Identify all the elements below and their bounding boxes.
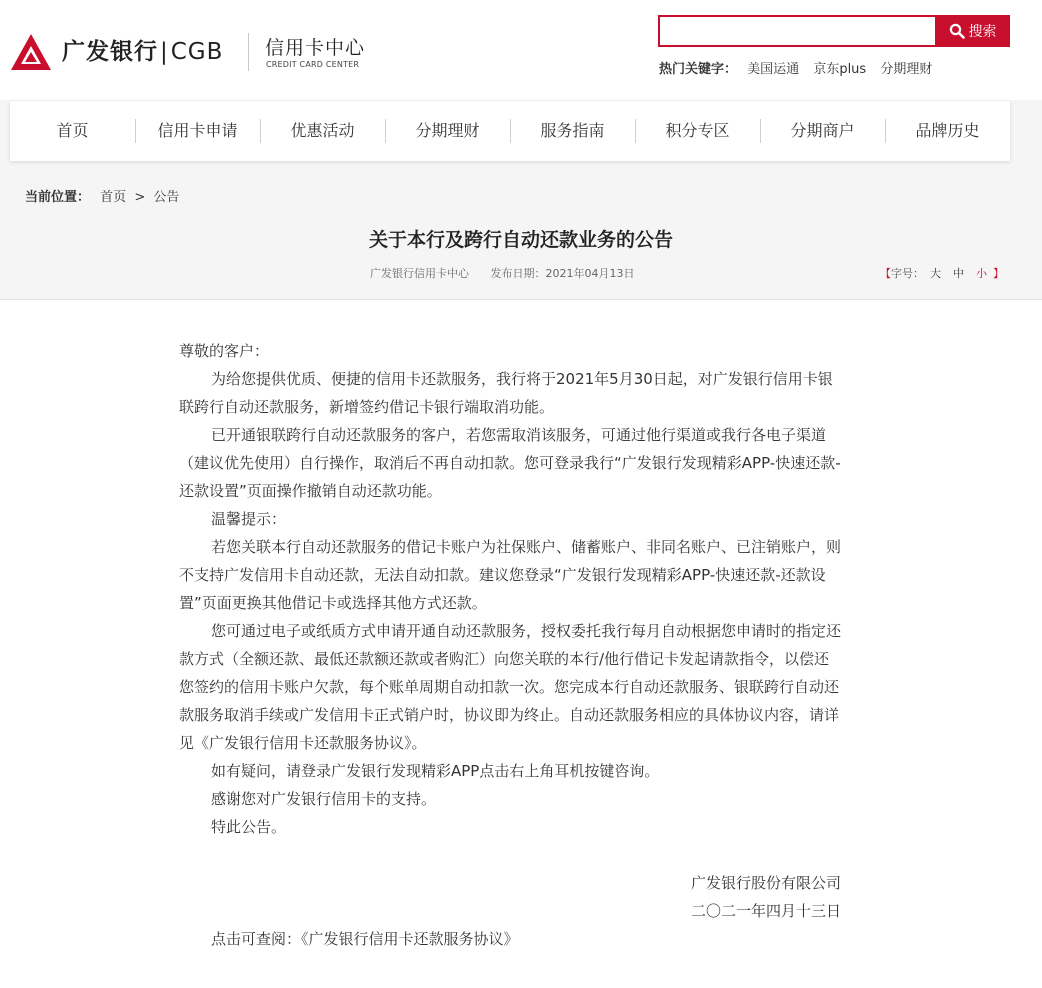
article-content <box>179 337 841 953</box>
font-size-medium[interactable]: 中 <box>953 267 964 280</box>
article-source: 广发银行信用卡中心 <box>370 267 469 280</box>
article-paragraph: 如有疑问，请登录广发银行发现精彩APP点击右上角耳机按键咨询。 <box>211 762 660 780</box>
article-paragraph: 特此公告。 <box>211 818 287 836</box>
font-size-small[interactable]: 小 <box>976 267 987 280</box>
nav-item-points[interactable]: 积分专区 <box>635 101 760 161</box>
article-greeting: 尊敬的客户： <box>179 342 270 360</box>
hot-keyword-link[interactable]: 美国运通 <box>747 62 800 77</box>
font-size-switcher <box>880 265 1004 281</box>
search-button[interactable] <box>935 15 1010 47</box>
nav-item-installment-finance[interactable]: 分期理财 <box>385 101 510 161</box>
article-paragraph: 为给您提供优质、便捷的信用卡还款服务，我行将于2021年5月30日起，对广发银行信用卡银联跨行自动还款服务，新增签约借记卡银行端取消功能。 <box>179 370 833 416</box>
breadcrumb <box>25 186 179 205</box>
font-size-label: 字号： <box>891 267 924 280</box>
signature-date: 二〇二一年四月十三日 <box>690 902 841 920</box>
article-paragraph: 若您关联本行自动还款服务的借记卡账户为社保账户、储蓄账户、非同名账户、已注销账户，则不支持广发信用卡自动还款，无法自动扣款。建议您登录“广发银行发现精彩APP-快速还款-还款设置”页面更换其他借记卡或选择其他方式还款。 <box>179 538 842 612</box>
credit-card-center-subtitle: CREDIT CARD CENTER <box>266 60 360 69</box>
article-paragraph: 感谢您对广发银行信用卡的支持。 <box>211 790 437 808</box>
breadcrumb-separator: > <box>134 190 146 205</box>
nav-item-service-guide[interactable]: 服务指南 <box>510 101 635 161</box>
site-header <box>0 0 1042 100</box>
search-icon <box>949 23 965 39</box>
font-size-large[interactable]: 大 <box>930 267 941 280</box>
signature-company: 广发银行股份有限公司 <box>690 874 841 892</box>
brand-name-cn: 广发银行 <box>62 39 158 65</box>
breadcrumb-home-link[interactable]: 首页 <box>100 190 127 205</box>
hot-keyword-link[interactable]: 京东plus <box>813 62 867 77</box>
hot-keywords-label: 热门关键字： <box>659 62 738 77</box>
hot-keywords <box>659 58 942 77</box>
agreement-link[interactable]: 点击可查阅：《广发银行信用卡还款服务协议》 <box>211 930 519 948</box>
cgb-logo-icon[interactable] <box>10 33 52 71</box>
font-size-bracket-close: 】 <box>993 267 1004 280</box>
brand-divider: | <box>160 39 169 65</box>
nav-item-brand-history[interactable]: 品牌历史 <box>885 101 1010 161</box>
article-paragraph: 温馨提示： <box>211 510 287 528</box>
article-title: 关于本行及跨行自动还款业务的公告 <box>368 229 673 251</box>
nav-item-card-apply[interactable]: 信用卡申请 <box>135 101 260 161</box>
article-paragraph: 您可通过电子或纸质方式申请开通自动还款服务，授权委托我行每月自动根据您申请时的指定还款方式（全额还款、最低还款额还款或者购汇）向您关联的本行/他行借记卡发起请款指令，以偿还您签约的信用卡账户欠款，每个账单周期自动扣款一次。您完成本行自动还款服务、银联跨行自动还款服务取消手续或广发信用卡正式销户时，协议即为终止。自动还款服务相应的具体协议内容，请详见《广发银行信用卡还款服务协议》。 <box>179 622 842 752</box>
nav-item-installment-merchants[interactable]: 分期商户 <box>760 101 885 161</box>
article-paragraph: 已开通银联跨行自动还款服务的客户，若您需取消该服务，可通过他行渠道或我行各电子渠道（建议优先使用）自行操作，取消后不再自动扣款。您可登录我行“广发银行发现精彩APP-快速还款-还款设置”页面操作撤销自动还款功能。 <box>179 426 841 500</box>
search-button-label: 搜索 <box>968 24 997 40</box>
search-input[interactable] <box>658 15 935 47</box>
nav-item-promotions[interactable]: 优惠活动 <box>260 101 385 161</box>
nav-item-home[interactable]: 首页 <box>56 121 89 140</box>
breadcrumb-current: 公告 <box>153 190 180 205</box>
brand-name[interactable] <box>62 33 223 66</box>
font-size-bracket-open: 【 <box>880 267 891 280</box>
hot-keyword-link[interactable]: 分期理财 <box>880 62 933 77</box>
article-spacer <box>179 841 841 869</box>
header-divider <box>248 33 249 71</box>
breadcrumb-label: 当前位置： <box>25 190 91 205</box>
main-nav <box>10 101 1010 161</box>
brand-name-en: CGB <box>170 39 224 65</box>
article-meta <box>370 265 635 281</box>
credit-card-center-title: 信用卡中心 <box>265 37 366 59</box>
article-date: 发布日期：2021年04月13日 <box>490 267 635 280</box>
